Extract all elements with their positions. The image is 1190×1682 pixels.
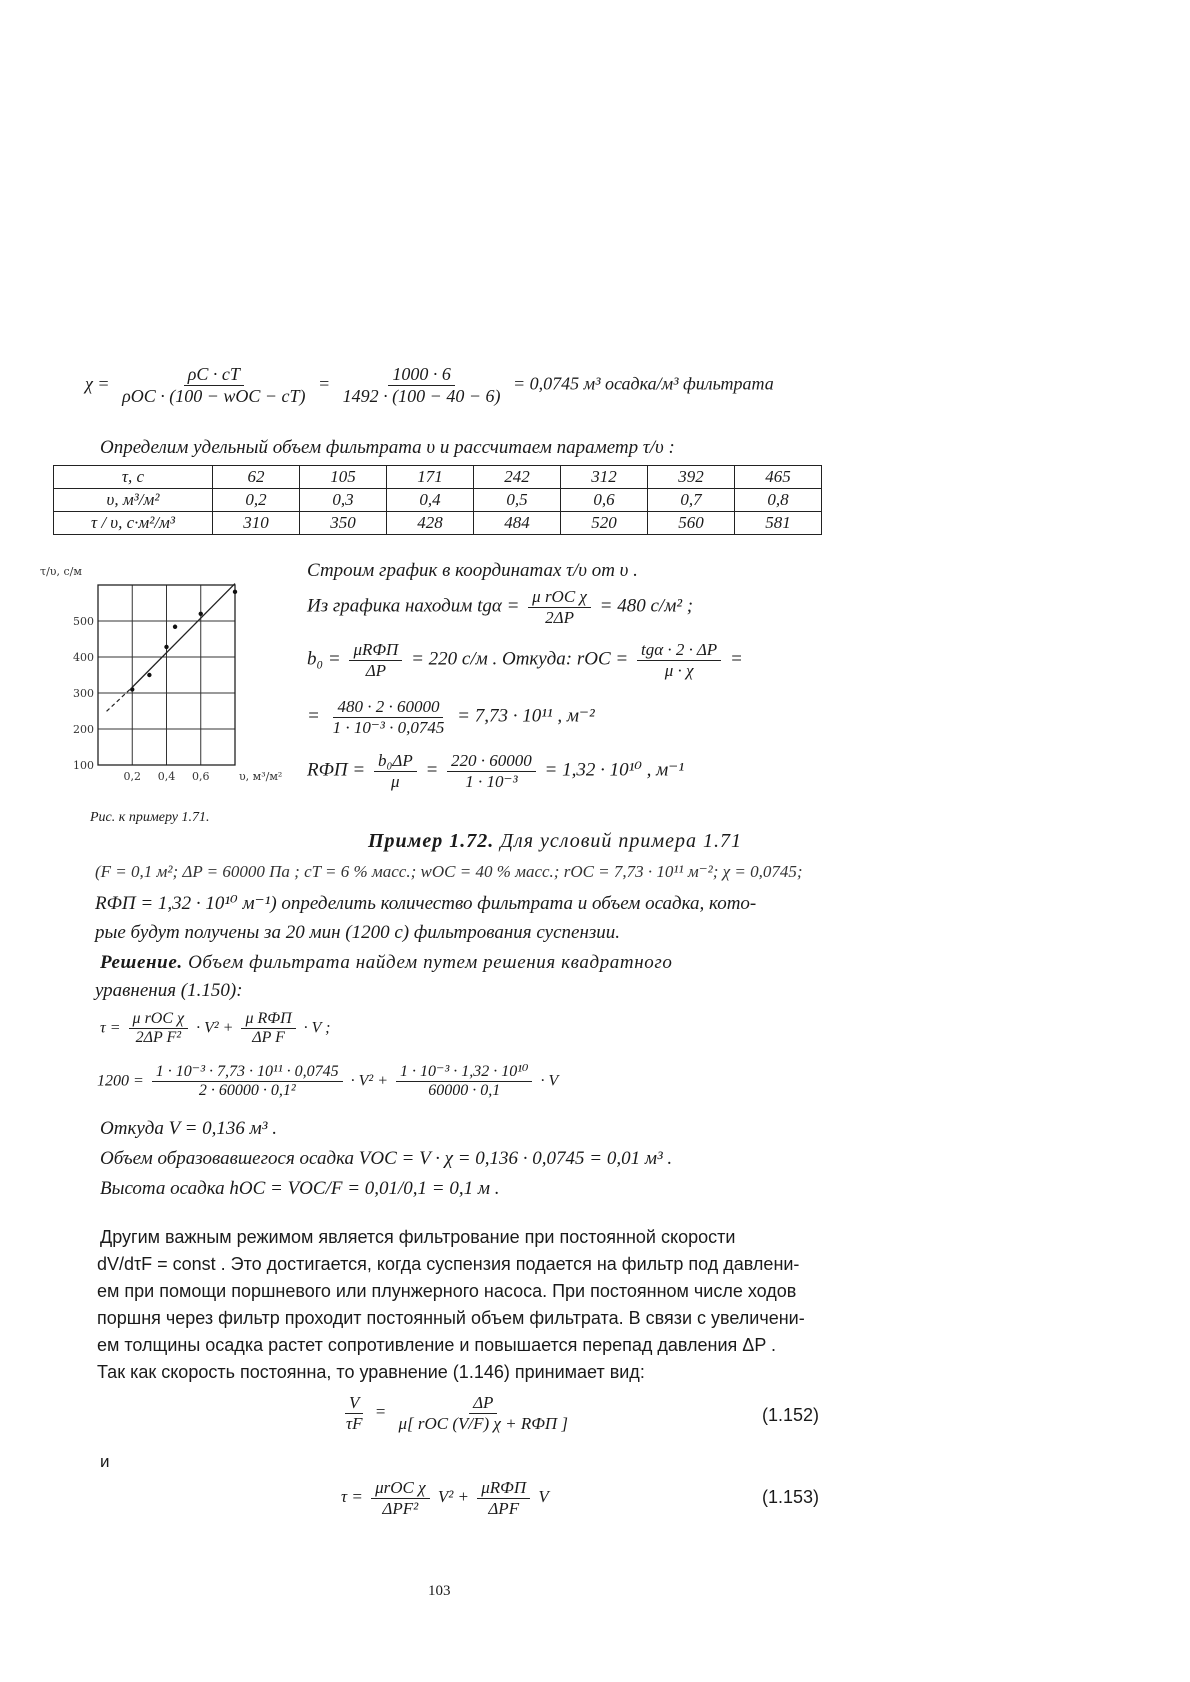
eq153-lhs: τ = — [341, 1486, 363, 1506]
table-cell: 0,6 — [561, 489, 648, 512]
data-point — [130, 687, 134, 691]
rfp-denominator-1: μ — [391, 771, 400, 791]
table-cell: 0,4 — [387, 489, 474, 512]
tau-eq-post: · V ; — [303, 1019, 331, 1037]
table-cell: 520 — [561, 512, 648, 535]
roc-calc-fraction — [329, 697, 449, 737]
num-eq-den-2: 60000 · 0,1 — [428, 1082, 501, 1100]
num-eq-num-2: 1 · 10⁻³ · 1,32 · 10¹⁰ — [396, 1063, 532, 1082]
tg-numerator: μ rОС χ — [528, 587, 591, 608]
roc-calc-result: = 7,73 · 10¹¹ , м⁻² — [457, 705, 595, 727]
eq152-equals: = — [374, 1401, 387, 1421]
num-eq-fraction-2 — [396, 1063, 532, 1101]
b0-denominator: ΔP — [365, 660, 387, 680]
eq153-num-1: μrОС χ — [371, 1478, 430, 1499]
result-sediment-volume: Объем образовавшегося осадка VОС = V · χ = 0,136 · 0,0745 = 0,01 м³ . — [100, 1148, 673, 1169]
table-row-ratio — [54, 512, 822, 535]
tg-result: = 480 с/м² ; — [599, 595, 694, 617]
num-eq-post: · V — [540, 1072, 559, 1090]
equation-1-152 — [338, 1393, 576, 1433]
chi-f2-denominator: 1492 · (100 − 40 − 6) — [342, 385, 501, 406]
right-line-3 — [307, 640, 743, 680]
eq153-num-2: μRФП — [477, 1478, 530, 1499]
tau-eq-num-2: μ RФП — [241, 1010, 295, 1029]
right-line-1: Строим график в координатах τ/υ от υ . — [307, 560, 638, 581]
example-title-rest: Для условий примера 1.71 — [500, 830, 743, 852]
tau-eq-den-1: 2ΔP F² — [135, 1029, 182, 1047]
tau-eq-num-1: μ rОС χ — [129, 1010, 189, 1029]
rfp-numerator-1: b₀ΔP — [374, 751, 417, 772]
example-line-2: (F = 0,1 м²; ΔP = 60000 Па ; cT = 6 % масс.; wОС = 40 % масс.; rОС = 7,73 · 10¹¹ м⁻²; χ = 0,0745; — [95, 862, 803, 881]
table-intro: Определим удельный объем фильтрата υ и рассчитаем параметр τ/υ : — [100, 437, 675, 458]
rfp-label: RФП = — [307, 759, 366, 781]
eq152-num-2: ΔP — [469, 1393, 497, 1414]
num-eq-mid: · V² + — [350, 1072, 389, 1090]
roc-calc-numerator: 480 · 2 · 60000 — [333, 697, 443, 718]
roc-numerator: tgα · 2 · ΔP — [637, 640, 721, 661]
data-point — [147, 673, 151, 677]
y-tick-label: 300 — [73, 687, 94, 700]
tau-eq-lhs: τ = — [100, 1019, 121, 1037]
x-tick-label: 0,4 — [157, 770, 176, 783]
and-word: и — [100, 1452, 110, 1471]
table-row-volume — [54, 489, 822, 512]
paragraph-line-5: ем толщины осадка растет сопротивление и повышается перепад давления ΔP . — [97, 1335, 777, 1355]
tau-eq-fraction-2 — [241, 1010, 295, 1048]
y-tick-label: 100 — [73, 759, 94, 772]
chi-fraction-2 — [339, 364, 505, 406]
eq153-den-1: ΔPF² — [382, 1498, 419, 1518]
data-point — [164, 645, 168, 649]
eq153-mid: V² + — [437, 1486, 470, 1506]
y-tick-label: 500 — [73, 615, 94, 628]
table-cell: 392 — [648, 466, 735, 489]
table-cell: 581 — [735, 512, 822, 535]
eq152-fraction-2 — [394, 1393, 572, 1433]
right-line-5 — [307, 751, 684, 791]
example-line-3: RФП = 1,32 · 10¹⁰ м⁻¹) определить количество фильтрата и объем осадка, кото- — [95, 893, 757, 914]
solution-rest: Объем фильтрата найдем путем решения квадратного — [188, 952, 673, 973]
result-volume: Откуда V = 0,136 м³ . — [100, 1118, 277, 1139]
data-point — [199, 612, 203, 616]
rfp-denominator-2: 1 · 10⁻³ — [465, 771, 518, 791]
numeric-equation — [97, 1063, 558, 1101]
paragraph-line-2: dV/dτF = const . Это достигается, когда суспензия подается на фильтр под давлени- — [97, 1254, 800, 1274]
chi-equals: = — [318, 373, 331, 394]
b0-label: b₀ = — [307, 648, 341, 670]
y-axis-label: τ/υ, с/м — [40, 565, 82, 578]
table-cell: 105 — [300, 466, 387, 489]
chi-fraction-1 — [118, 364, 309, 406]
eq152-num-1: V — [345, 1393, 363, 1414]
table-cell: 0,2 — [213, 489, 300, 512]
tg-label: Из графика находим tgα = — [307, 595, 520, 617]
eq152-den-2: μ[ rОС (V/F) χ + RФП ] — [398, 1413, 569, 1433]
table-cell: 171 — [387, 466, 474, 489]
chart — [30, 560, 290, 820]
table-cell: 62 — [213, 466, 300, 489]
equation-number-1-153: (1.153) — [762, 1487, 820, 1507]
data-point — [233, 590, 237, 594]
chi-f1-numerator: ρC · cT — [184, 364, 244, 386]
equation-number-1-152: (1.152) — [762, 1405, 820, 1425]
table-cell: 350 — [300, 512, 387, 535]
data-point — [173, 625, 177, 629]
tau-eq-fraction-1 — [129, 1010, 189, 1048]
table-cell: 0,7 — [648, 489, 735, 512]
rfp-equals: = — [425, 759, 439, 781]
paragraph-line-4: поршня через фильтр проходит постоянный объем фильтрата. В связи с увеличени- — [97, 1308, 805, 1328]
chi-result: = 0,0745 м³ осадка/м³ фильтрата — [512, 373, 774, 394]
num-eq-fraction-1 — [152, 1063, 343, 1101]
num-eq-num-1: 1 · 10⁻³ · 7,73 · 10¹¹ · 0,0745 — [152, 1063, 343, 1082]
eq152-den-1: τF — [346, 1413, 363, 1433]
tau-equation — [100, 1010, 330, 1048]
roc-label: = 220 с/м . Откуда: rОС = — [411, 648, 629, 670]
solution-heading — [100, 952, 672, 974]
tau-eq-den-2: ΔP F — [252, 1029, 285, 1047]
eq153-post: V — [538, 1486, 549, 1506]
solution-label: Решение. — [100, 952, 183, 973]
rfp-result: = 1,32 · 10¹⁰ , м⁻¹ — [544, 759, 685, 781]
rfp-fraction-1 — [374, 751, 417, 791]
num-eq-den-1: 2 · 60000 · 0,1² — [198, 1082, 296, 1100]
paragraph-line-3: ем при помощи поршневого или плунжерного насоса. При постоянном числе ходов — [97, 1281, 797, 1301]
example-heading — [368, 830, 742, 853]
roc-fraction — [637, 640, 721, 680]
fit-line-extrapolation — [107, 687, 133, 711]
roc-equals: = — [729, 648, 743, 670]
table-header-cell: τ, с — [54, 466, 213, 489]
eq153-den-2: ΔPF — [488, 1498, 520, 1518]
y-tick-label: 200 — [73, 723, 94, 736]
table-cell: 465 — [735, 466, 822, 489]
chi-f1-denominator: ρОС · (100 − wОС − cT) — [122, 385, 306, 406]
table-header-cell: υ, м³/м² — [54, 489, 213, 512]
table-cell: 242 — [474, 466, 561, 489]
eq152-fraction-1 — [342, 1393, 366, 1433]
equation-1-153 — [341, 1478, 549, 1518]
table-cell: 0,5 — [474, 489, 561, 512]
b0-numerator: μRФП — [349, 640, 402, 661]
table-cell: 312 — [561, 466, 648, 489]
solution-line-2: уравнения (1.150): — [95, 980, 243, 1001]
table-cell: 428 — [387, 512, 474, 535]
example-line-4: рые будут получены за 20 мин (1200 с) фильтрования суспензии. — [95, 922, 621, 943]
eq153-fraction-1 — [371, 1478, 430, 1518]
paragraph-line-1: Другим важным режимом является фильтрование при постоянной скорости — [100, 1227, 736, 1247]
body-paragraph — [97, 1224, 827, 1386]
x-tick-label: 0,2 — [123, 770, 141, 783]
b0-fraction — [349, 640, 402, 680]
table-header-cell: τ / υ, с·м²/м³ — [54, 512, 213, 535]
roc-calc-denominator: 1 · 10⁻³ · 0,0745 — [332, 717, 445, 737]
rfp-fraction-2 — [447, 751, 536, 791]
table-cell: 0,3 — [300, 489, 387, 512]
table-cell: 0,8 — [735, 489, 822, 512]
x-tick-label: 0,6 — [192, 770, 210, 783]
roc-denominator: μ · χ — [664, 660, 694, 680]
example-title: Пример 1.72. — [368, 830, 495, 852]
right-line-2 — [307, 587, 693, 627]
x-axis-label: υ, м³/м² — [239, 770, 283, 783]
table-cell: 310 — [213, 512, 300, 535]
figure-caption: Рис. к примеру 1.71. — [90, 810, 210, 825]
eq153-fraction-2 — [477, 1478, 530, 1518]
table-cell: 560 — [648, 512, 735, 535]
page-number: 103 — [428, 1583, 451, 1599]
y-tick-label: 400 — [73, 651, 94, 664]
num-eq-lhs: 1200 = — [97, 1072, 144, 1090]
right-line-4 — [307, 697, 595, 737]
tg-fraction — [528, 587, 591, 627]
paragraph-line-6: Так как скорость постоянна, то уравнение (1.146) принимает вид: — [97, 1362, 645, 1382]
tau-eq-mid: · V² + — [196, 1019, 234, 1037]
chi-f2-numerator: 1000 · 6 — [388, 364, 455, 386]
table-row-time — [54, 466, 822, 489]
roc-calc-equals: = — [307, 705, 320, 727]
tg-denominator: 2ΔP — [545, 607, 574, 627]
result-sediment-height: Высота осадка hОС = VОС/F = 0,01/0,1 = 0,1 м . — [100, 1178, 500, 1199]
rfp-numerator-2: 220 · 60000 — [447, 751, 536, 772]
data-table — [53, 465, 822, 535]
table-cell: 484 — [474, 512, 561, 535]
chi-lhs: χ = — [85, 373, 110, 394]
fit-line — [132, 584, 235, 688]
chi-equation — [85, 364, 774, 406]
